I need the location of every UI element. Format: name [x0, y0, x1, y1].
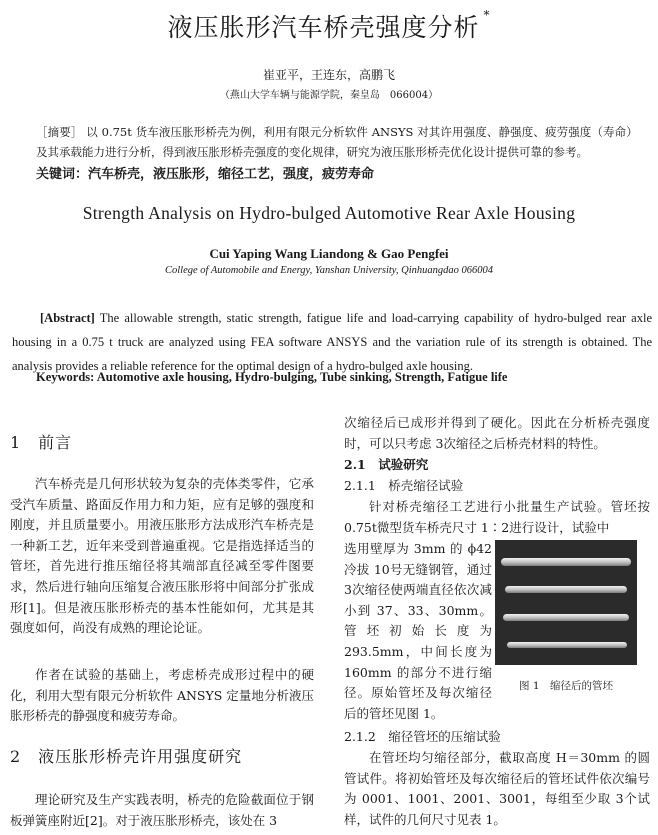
section-2-1-1-heading: 2.1.1 桥壳缩径试验	[344, 478, 464, 493]
paper-title: 液压胀形汽车桥壳强度分析 *	[167, 8, 491, 42]
authors-cn: 崔亚平，王连东，高鹏飞	[262, 68, 395, 82]
keywords-cn: 关键词：汽车桥壳，液压胀形，缩径工艺，强度，疲劳寿命	[36, 167, 375, 182]
abstract-cn	[36, 122, 632, 162]
right-paragraph-1: 次缩径后已成形并得到了硬化。因此在分析桥壳强度时，可以只考虑 3次缩径之后桥壳材料的特性。	[344, 415, 650, 451]
abstract-en-text: The allowable strength, static strength, fatigue life and load-carrying capability of hydro-bulged rear axle housing in a 0.75 t truck are analyzed using FEA software ANSYS and the variation rule of its strength is obtained. The analysis provides a reliable reference for the optimal design of a hydro-bulged axle housing.	[12, 311, 653, 373]
section-2-heading: 2 液压胀形桥壳许用强度研究	[10, 747, 243, 766]
right-paragraph-2-wrap: 选用壁厚为 3mm 的 ϕ42 冷拔 10号无缝钢管，通过 3次缩径使两端直径依次减小到 37、33、30mm。管坯初始长度为 293.5mm，中间长度为 160mm 的部分不进行缩径。原始管坯及每次缩径后的管坯见图 1。	[344, 541, 492, 721]
affiliation-cn: （燕山大学车辆与能源学院，秦皇岛 066004）	[219, 90, 439, 101]
affiliation-en: College of Automobile and Energy, Yanshan University, Qinhuangdao 066004	[164, 265, 494, 276]
figure-1-caption: 图 1 缩径后的管坯	[518, 680, 614, 692]
abstract-en	[12, 306, 652, 378]
title-en: Strength Analysis on Hydro-bulged Automotive Rear Axle Housing	[82, 203, 576, 223]
section-2-1-2-heading: 2.1.2 缩径管坯的压缩试验	[344, 729, 501, 744]
tube-reduction-2	[503, 614, 629, 621]
tube-reduction-1	[505, 586, 627, 593]
footnote-mark: *	[483, 8, 491, 22]
section-1-heading: 1 前言	[10, 433, 73, 452]
photo-of-reduced-tubes-icon	[495, 540, 637, 665]
section-2-paragraph-1: 理论研究及生产实践表明，桥壳的危险截面位于钢板弹簧座附近[2]。对于液压胀形桥壳，该处在 3	[10, 792, 314, 828]
keywords-en: Keywords: Automotive axle housing, Hydro-bulging, Tube sinking, Strength, Fatigue life	[36, 370, 508, 384]
abstract-cn-text: 以 0.75t 货车液压胀形桥壳为例，利用有限元分析软件 ANSYS 对其许用强度、静强度、疲劳强度（寿命）及其承载能力进行分析，得到液压胀形桥壳强度的变化规律，研究为液压胀形桥壳优化设计提供可靠的参考。	[36, 125, 633, 159]
right-paragraph-3: 在管坯均匀缩径部分，截取高度 H＝30mm 的圆管试件。将初始管坯及每次缩径后的管坯试件依次编号为 0001、1001、2001、3001，每组至少取 3个试样，试件的几何尺寸见表 1。	[344, 750, 650, 827]
tube-reduction-3	[507, 642, 627, 648]
authors-en: Cui Yaping Wang Liandong & Gao Pengfei	[209, 246, 449, 261]
right-paragraph-2: 针对桥壳缩径工艺进行小批量生产试验。管坯按 0.75t微型货车桥壳尺寸 1∶2进行设计，试验中	[344, 499, 650, 535]
abstract-en-label: [Abstract]	[40, 311, 95, 325]
abstract-cn-label: ［摘要］	[36, 125, 83, 139]
tube-original	[501, 558, 631, 566]
section-2-1-heading: 2.1 试验研究	[344, 457, 429, 472]
section-1-paragraph-1: 汽车桥壳是几何形状较为复杂的壳体类零件，它承受汽车质量、路面反作用力和力矩，应有足够的强度和刚度，并且质量要小。用液压胀形方法成形汽车桥壳是一种新工艺，近年来受到普遍重视。它是指选择适当的管坯，首先进行推压缩径将其端部直径减至零件图要求，然后进行轴向压缩复合液压胀形将中间部分扩张成形[1]。但是液压胀形桥壳的基本性能如何，尤其是其强度如何，尚没有成熟的理论论证。	[10, 476, 314, 636]
section-1-paragraph-2: 作者在试验的基础上，考虑桥壳成形过程中的硬化，利用大型有限元分析软件 ANSYS 定量地分析液压胀形桥壳的静强度和疲劳寿命。	[10, 667, 314, 724]
